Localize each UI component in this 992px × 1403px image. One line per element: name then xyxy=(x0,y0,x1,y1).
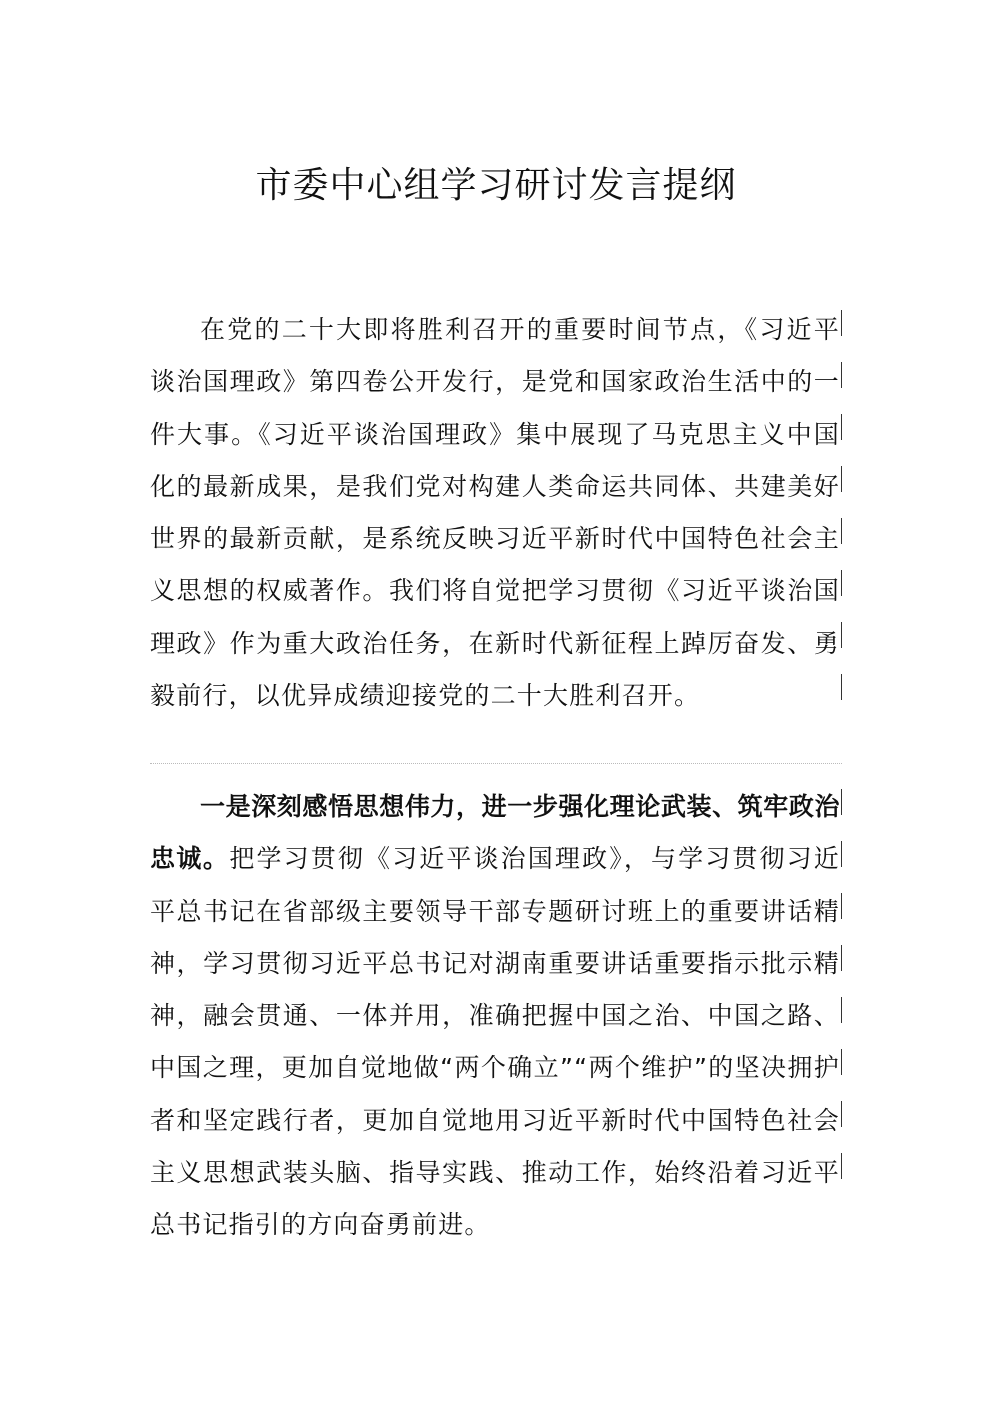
margin-mark xyxy=(841,518,842,544)
margin-mark xyxy=(841,310,842,336)
margin-mark xyxy=(841,893,842,919)
margin-mark xyxy=(841,1101,842,1127)
margin-mark xyxy=(841,466,842,492)
paragraph-point-one xyxy=(150,781,840,1252)
paragraph-point-one-lead: 一是深刻感悟思想伟力，进一步强化理论武装、筑牢政治忠诚。 xyxy=(150,792,840,874)
paragraph-intro: 在党的二十大即将胜利召开的重要时间节点，《习近平谈治国理政》第四卷公开发行，是党和国家政治生活中的一件大事。《习近平谈治国理政》集中展现了马克思主义中国化的最新成果，是我们党对构建人类命运共同体、共建美好世界的最新贡献，是系统反映习近平新时代中国特色社会主义思想的权威著作。我们将自觉把学习贯彻《习近平谈治国理政》作为重大政治任务，在新时代新征程上踔厉奋发、勇毅前行，以优异成绩迎接党的二十大胜利召开。 xyxy=(150,315,840,711)
margin-mark xyxy=(841,1153,842,1179)
paragraph-point-one-body: 把学习贯彻《习近平谈治国理政》，与学习贯彻习近平总书记在省部级主要领导干部专题研讨班上的重要讲话精神，学习贯彻习近平总书记对湖南重要讲话重要指示批示精神，融会贯通、一体并用，准确把握中国之治、中国之路、中国之理，更加自觉地做“两个确立”“两个维护”的坚决拥护者和坚定践行者，更加自觉地用习近平新时代中国特色社会主义思想武装头脑、指导实践、推动工作，始终沿着习近平总书记指引的方向奋勇前进。 xyxy=(150,844,840,1240)
document-title: 市委中心组学习研讨发言提纲 xyxy=(255,165,737,206)
margin-mark xyxy=(841,789,842,815)
section-divider xyxy=(150,763,842,764)
margin-mark xyxy=(841,1049,842,1075)
margin-mark xyxy=(841,841,842,867)
margin-mark xyxy=(841,362,842,388)
margin-mark xyxy=(841,622,842,648)
margin-mark xyxy=(841,997,842,1023)
margin-mark xyxy=(841,945,842,971)
margin-mark xyxy=(841,570,842,596)
margin-mark xyxy=(841,674,842,700)
margin-mark xyxy=(841,414,842,440)
